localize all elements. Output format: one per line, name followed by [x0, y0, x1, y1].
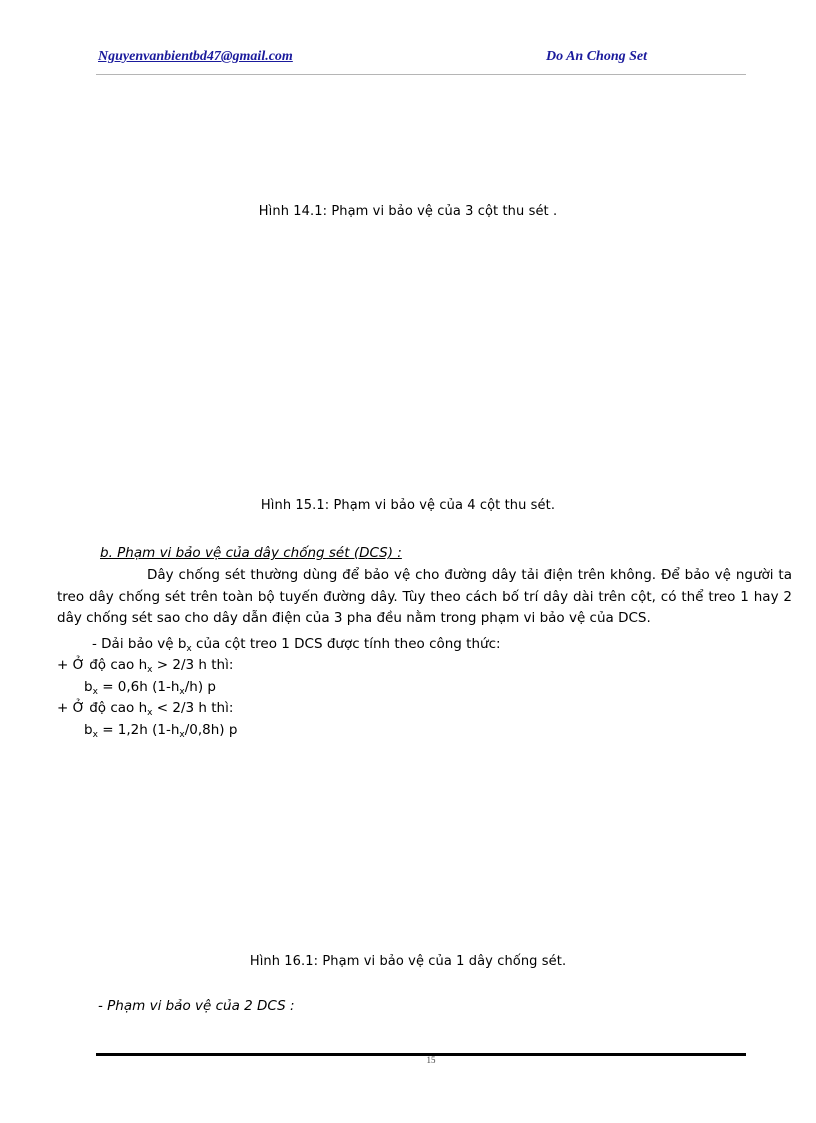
subscript-x: x: [92, 730, 98, 740]
formula-1-text-a: b: [84, 679, 93, 695]
page-number: 15: [426, 1055, 436, 1065]
subscript-x: x: [147, 708, 153, 718]
protection-band-text-b: của cột treo 1 DCS được tính theo công thức:: [191, 636, 501, 652]
subscript-x: x: [186, 644, 192, 654]
formula-2-text-b: = 1,2h (1-h: [97, 722, 180, 738]
formula-1: [84, 679, 216, 695]
formula-2: [84, 722, 237, 738]
formula-1-text-c: /h) p: [184, 679, 216, 695]
section-heading-dcs: b. Phạm vi bảo vệ của dây chống sét (DCS) :: [100, 545, 402, 561]
caption-figure-16-1: Hình 16.1: Phạm vi bảo vệ của 1 dây chống sét.: [249, 954, 567, 969]
dcs-paragraph-text: Dây chống sét thường dùng để bảo vệ cho đường dây tải điện trên không. Để bảo vệ người ta treo dây chống sét trên toàn bộ tuyến đường dây. Tùy theo cách bố trí dây dài trên cột, có thể treo 1 hay 2 dây chống sét sao cho dây dẫn điện của 3 pha đều nằm trong phạm vi bảo vệ của DCS.: [57, 567, 792, 626]
formula-2-text-c: /0,8h) p: [184, 722, 238, 738]
formula-1-text-b: = 0,6h (1-h: [97, 679, 180, 695]
caption-figure-14-1: Hình 14.1: Phạm vi bảo vệ của 3 cột thu sét .: [258, 204, 558, 219]
header-title: Do An Chong Set: [546, 49, 648, 64]
protection-band-line: [92, 636, 501, 652]
case-2-condition: [57, 700, 233, 716]
subscript-x: x: [92, 687, 98, 697]
subscript-x: x: [179, 730, 185, 740]
subscript-x: x: [179, 687, 185, 697]
dcs-paragraph: [57, 565, 792, 630]
case-1-condition: [57, 657, 233, 673]
case-1-text-a: + Ở độ cao h: [57, 657, 148, 673]
caption-figure-15-1: Hình 15.1: Phạm vi bảo vệ của 4 cột thu sét.: [260, 498, 556, 513]
case-2-text-a: + Ở độ cao h: [57, 700, 148, 716]
case-1-text-b: > 2/3 h thì:: [152, 657, 234, 673]
header-email[interactable]: Nguyenvanbientbd47@gmail.com: [98, 49, 293, 64]
header-rule: [96, 74, 746, 75]
subsection-heading-2-dcs: - Phạm vi bảo vệ của 2 DCS :: [98, 998, 295, 1014]
formula-2-text-a: b: [84, 722, 93, 738]
protection-band-text-a: - Dải bảo vệ b: [92, 636, 187, 652]
subscript-x: x: [147, 665, 153, 675]
case-2-text-b: < 2/3 h thì:: [152, 700, 234, 716]
